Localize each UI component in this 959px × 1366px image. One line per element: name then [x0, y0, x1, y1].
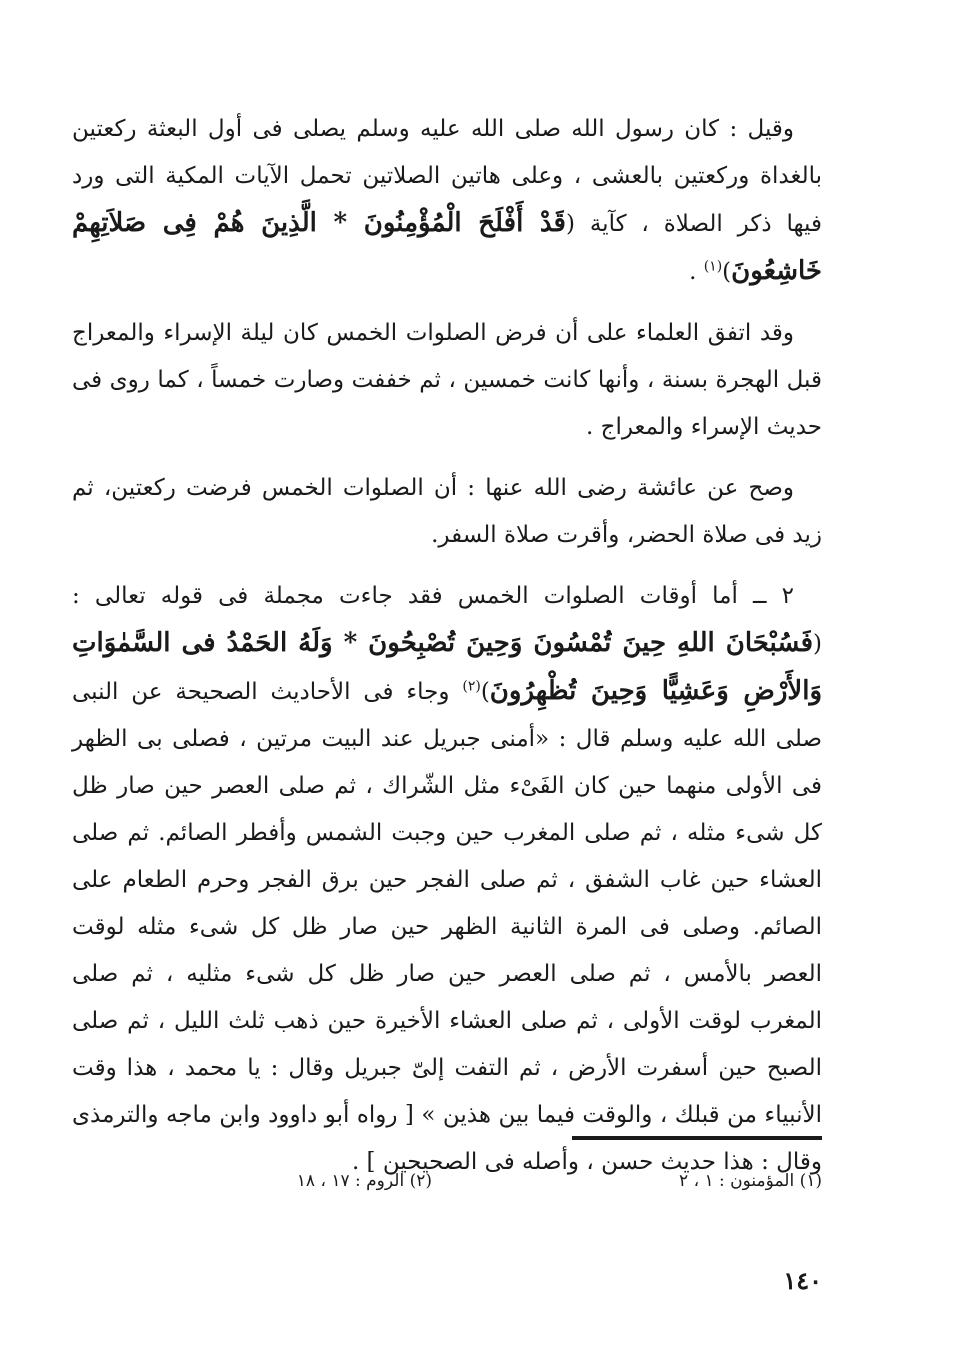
- paragraph-text: ): [480, 679, 490, 705]
- page-number: ١٤٠: [783, 1266, 822, 1295]
- paragraph-4: [72, 573, 822, 1186]
- quran-verse: فَسُبْحَانَ اللهِ حِينَ تُمْسُونَ وَحِينَ تُصْبِحُونَ * وَلَهُ الحَمْدُ فى السَّمٰوَاتِ وَالأَرْضِ وَعَشِيًّا وَحِينَ تُظْهِرُونَ: [72, 628, 822, 706]
- paragraph-2: [72, 310, 822, 451]
- paragraph-3: [72, 465, 822, 559]
- quran-verse: قَدْ أَفْلَحَ الْمُؤْمِنُونَ * الَّذِينَ هُمْ فِى صَلاَتِهِمْ خَاشِعُونَ: [72, 208, 822, 286]
- paragraph-text: ٢ ــ أما أوقات الصلوات الخمس فقد جاءت مجملة فى قوله تعالى : (: [72, 583, 822, 657]
- paragraph-1: [72, 106, 822, 296]
- paragraph-text: وصح عن عائشة رضى الله عنها : أن الصلوات الخمس فرضت ركعتين، ثم زيد فى صلاة الحضر، وأقرت صلاة السفر.: [72, 475, 822, 548]
- footnote-separator: [572, 1136, 822, 1140]
- footnote-2: (٢) الروم : ١٧ ، ١٨: [296, 1171, 432, 1191]
- paragraph-text: .: [689, 259, 704, 285]
- paragraph-text: وقد اتفق العلماء على أن فرض الصلوات الخمس كان ليلة الإسراء والمعراج قبل الهجرة بسنة ، وأنها كانت خمسين ، ثم خففت وصارت خمساً ، كما روى فى حديث الإسراء والمعراج .: [72, 320, 822, 440]
- footnote-reference: (١): [703, 258, 723, 275]
- paragraph-text: وجاء فى الأحاديث الصحيحة عن النبى صلى الله عليه وسلم قال : «أمنى جبريل عند البيت مرتين ، فصلى بى الظهر فى الأولى منهما حين كان الفَىْء مثل الشّراك ، ثم صلى العصر حين صار ظل كل شىء مثله ، ثم صلى المغرب حين وجبت الشمس وأفطر الصائم. ثم صلى العشاء حين غاب الشفق ، ثم صلى الفجر حين برق الفجر وحرم الطعام على الصائم. وصلى فى المرة الثانية الظهر حين صار ظل كل شىء مثله لوقت العصر بالأمس ، ثم صلى العصر حين صار ظل كل شىء مثليه ، ثم صلى المغرب لوقت الأولى ، ثم صلى العشاء الأخيرة حين ذهب ثلث الليل ، ثم صلى الصبح حين أسفرت الأرض ، ثم التفت إلىّ جبريل وقال : يا محمد ، هذا وقت الأنبياء من قبلك ، والوقت فيما بين هذين » [ رواه أبو داوود وابن ماجه والترمذى وقال : هذا حديث حسن ، وأصله فى الصحيحين ] .: [72, 679, 822, 1175]
- paragraph-text: ): [722, 259, 732, 285]
- body-text: [72, 106, 822, 1200]
- footnotes: [72, 1166, 822, 1196]
- paragraph-text: وقيل : كان رسول الله صلى الله عليه وسلم يصلى فى أول البعثة ركعتين بالغداة وركعتين بالعشى ، وعلى هاتين الصلاتين تحمل الآيات المكية التى ورد فيها ذكر الصلاة ، كآية (: [72, 116, 822, 237]
- footnote-reference: (٢): [462, 678, 481, 695]
- footnote-1: (١) المؤمنون : ١ ، ٢: [679, 1171, 822, 1191]
